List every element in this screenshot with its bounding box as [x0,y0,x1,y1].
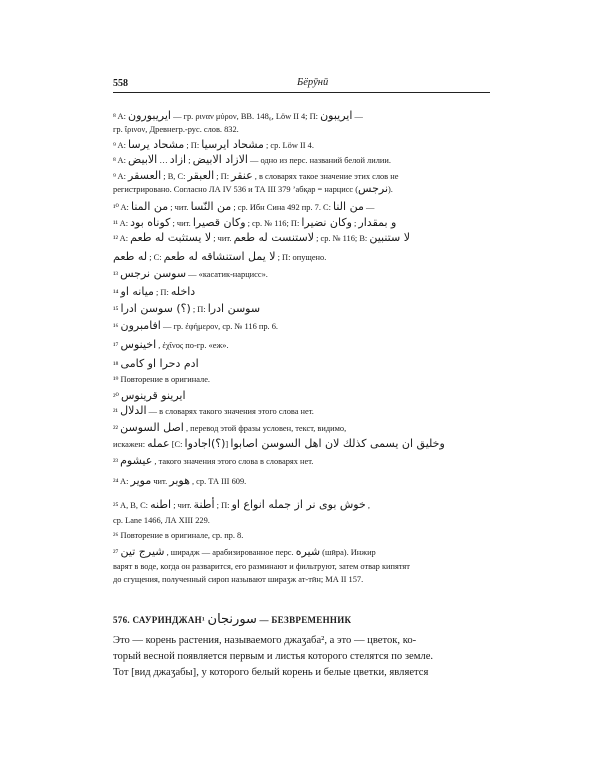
arabic-term: الازاد الابيض [192,153,248,166]
arabic-term: ميانه او [120,285,154,298]
arabic-term: افامبرون [120,319,161,332]
footnote-line [113,438,493,450]
footnote-text: ; ср. Löw II 4. [263,141,314,150]
footnote-line [113,515,493,526]
footnote-text: , ср. ТА III 609. [189,477,247,486]
footnote-text: ¹⁵ [113,305,121,314]
footnote-line [113,455,493,467]
footnote-line [113,286,493,298]
arabic-term: مشحاد ايرسيا [201,138,264,151]
footnote-line [113,170,493,182]
footnote-line [113,232,493,244]
footnote-text: ; ср. № 116; B: [313,234,370,243]
article-title [113,612,493,627]
arabic-term: لا يمل استنشاقه له طعم [163,250,276,263]
footnote-text: чит. [151,477,170,486]
article-name: САУРИНДЖАН¹ [132,615,205,625]
arabic-term: أطنة [193,498,215,511]
body-line: торый весной появляется первым и листья которого стелятся по земле. [113,651,434,662]
footnote-text: ; П: [214,172,232,181]
footnote-text: ¹³ [113,270,121,279]
arabic-term: من المنا [130,200,169,213]
footnote-text: — «касатик-нарцисс». [186,270,268,279]
footnote-text: ; чит. [171,501,194,510]
footnote-text: ²⁶ Повторение в оригинале, ср. пр. 8. [113,531,244,540]
footnote-line [113,268,493,280]
footnote-text: ; П: [190,305,208,314]
footnote-text: ¹² A: [113,234,131,243]
footnote-line [113,358,493,370]
footnote-line [113,303,493,315]
footnote-text: ²¹ [113,407,121,416]
footnote-text: ¹⁷ [113,341,121,350]
footnote-text: — [363,203,375,212]
footnote-text: , перевод этой фразы условен, текст, видимо, [183,424,347,433]
arabic-term: له طعم [113,250,148,263]
footnote-text: ²³ [113,457,121,466]
footnote-text: — одно из перс. названий белой лилии. [247,156,391,165]
footnote-text: ; C: [147,253,164,262]
arabic-term: وخليق ان يسمى كذلك لان اهل السوسن اصابوا [230,437,445,450]
footnote-line [113,499,493,511]
footnote-text: , ἐχῖνος по-гр. «еж». [156,341,229,350]
arabic-term: لاستنست له طعم [233,231,314,244]
arabic-term: وكان نضيرا [301,216,352,229]
footnote-text: — [352,112,363,121]
footnote-text: ⁹ A: [113,141,129,150]
footnote-text: гр. ἴρινον, Древнегр.-рус. слов. 832. [113,125,239,134]
footnote-text: ¹⁰ A: [113,203,131,212]
footnote-text: ; ср. № 116; П: [245,219,302,228]
footnote-text: ¹⁶ [113,322,121,331]
footnote-text: ²² [113,424,121,433]
article-translation: БЕЗВРЕМЕННИК [271,615,352,625]
arabic-term: هوبر [169,474,190,487]
footnote-text: ²⁰ [113,392,121,401]
arabic-term: العسقر [128,169,162,182]
footnote-text: ²⁴ A: [113,477,131,486]
footnote-line [113,475,493,487]
footnote-text: ; чит. [170,219,193,228]
footnote-text: ; B, C: [161,172,188,181]
footnote-text: ¹⁹ Повторение в оригинале. [113,375,211,384]
footnote-text: искажен: [113,440,148,449]
footnote-text: , такого значения этого слова в словарях нет. [152,457,314,466]
footnote-text: ; [186,156,193,165]
body-line: Тот [вид джаӡабы], у которого белый корень и белые цветки, является [113,667,429,678]
footnote-line [113,390,493,402]
footnote-text: ¹¹ A: [113,219,131,228]
footnote-text: ¹⁴ [113,288,121,297]
footnote-line [113,546,493,558]
footnote-text: , [365,501,370,510]
arabic-term: عيشوم [120,454,153,467]
arabic-term: شيرج تين [120,545,165,558]
footnote-text: — гр. ἐφήμερον, ср. № 116 пр. 6. [160,322,278,331]
arabic-term: ايرينو قرينوس [120,389,186,402]
footnote-line [113,110,493,122]
article-dash: — [259,615,269,625]
arabic-term: العبقر [187,169,215,182]
arabic-term: ايريبورون [128,109,171,122]
footnote-text: ; П: [214,501,232,510]
arabic-term: ازاد [169,153,187,166]
arabic-term: عنقر [231,169,253,182]
arabic-term: الابيض [128,153,158,166]
arabic-term: ايريبون [320,109,353,122]
page-number: 558 [113,78,128,89]
footnote-line [113,201,493,213]
footnote-text: ριναν μύρον, [195,112,239,121]
arabic-term: سوسن ادرا [207,302,261,315]
article-number: 576. [113,615,130,625]
footnote-text: ; П: опущено. [275,253,327,262]
arabic-term: لا ستنبين [369,231,410,244]
footnote-text: ; ср. Ибн Сина 492 пр. 7. C: [231,203,334,212]
arabic-term: من النّسا [190,200,232,213]
arabic-term: (؟)اجادوا [184,437,226,450]
arabic-term: نرجس [358,182,389,195]
footnote-line [113,154,493,166]
arabic-term: وكان قصيرا [192,216,246,229]
footnote-text: ] [225,440,231,449]
arabic-term: عمله [147,437,170,450]
footnote-text: ; чит. [211,234,234,243]
footnote-text: … [157,156,170,165]
footnote-text: ; чит. [168,203,191,212]
footnote-text: до сгущения, полученный сироп называют шираӡж ат-тӣн; МА II 157. [113,575,364,584]
footnote-line [113,422,493,434]
arabic-term: موير [130,474,152,487]
footnote-text: ВВ. 148₆, Löw II 4; П: [238,112,321,121]
arabic-term: من النا [333,200,364,213]
footnote-text: — гр. [170,112,196,121]
footnote-line [113,183,493,195]
footnote-line [113,217,493,229]
arabic-term: اطنه [150,498,172,511]
arabic-term: كوناه بود [130,216,171,229]
arabic-term: داخله [170,285,196,298]
arabic-term: و بمقدار [358,216,397,229]
footnote-text: ¹⁸ [113,360,121,369]
footnote-text: , в словарях такое значение этих слов не [252,172,399,181]
running-head: Бёрӯнӣ [297,77,329,88]
arabic-term: اخينوس [120,338,157,351]
arabic-term: اصل السوسن [120,421,184,434]
footnote-text: регистрировано. Согласно ЛА IV 536 и ТА III 379 ʼабқар = нарцисс ( [113,185,359,194]
footnote-line [113,405,493,417]
footnote-text: ; [351,219,359,228]
footnote-line [113,124,493,135]
footnote-line [113,374,493,385]
footnote-text: ; П: [153,288,171,297]
footnote-text: ; П: [184,141,202,150]
footnote-text: (шӣра). Инжир [320,548,376,557]
footnote-line [113,139,493,151]
arabic-term: (؟) سوسن ادرا [120,302,191,315]
footnote-text: ⁹ A: [113,172,129,181]
footnote-line [113,320,493,332]
footnote-text: ⁸ A: [113,156,129,165]
footnote-text: ²⁷ [113,548,121,557]
footnote-line [113,251,493,263]
arabic-term: شيره [295,545,321,558]
footnote-text: — в словарях такого значения этого слова нет. [146,407,314,416]
footnote-text: [C: [169,440,185,449]
article-arabic: سورنجان [207,612,257,627]
footnote-text: ²⁵ A, B, C: [113,501,151,510]
footnote-line [113,561,493,572]
footnote-text: ⁸ A: [113,112,129,121]
arabic-term: خوش بوى نر از جمله انواع او [231,498,366,511]
arabic-term: سوسن نرجس [120,267,187,280]
footnote-line [113,574,493,585]
footnote-text: , ширадж — арабизированное перс. [164,548,296,557]
body-line: Это — корень растения, называемого джаӡаба², а это — цветок, ко- [113,635,417,646]
footnote-text: ). [388,185,393,194]
arabic-term: مشحاد يرسا [128,138,185,151]
footnote-text: варят в воде, когда он разварится, его разминают и фильтруют, затем отвар кипятят [113,562,410,571]
arabic-term: ادم دحرا او كامى [120,357,199,370]
arabic-term: لا يستثبت له طعم [130,231,212,244]
footnote-line [113,530,493,541]
footnote-text: ср. Lane 1466, ЛА XIII 229. [113,516,210,525]
arabic-term: الدلال [120,404,147,417]
page-header [113,78,490,93]
footnote-line [113,339,493,351]
